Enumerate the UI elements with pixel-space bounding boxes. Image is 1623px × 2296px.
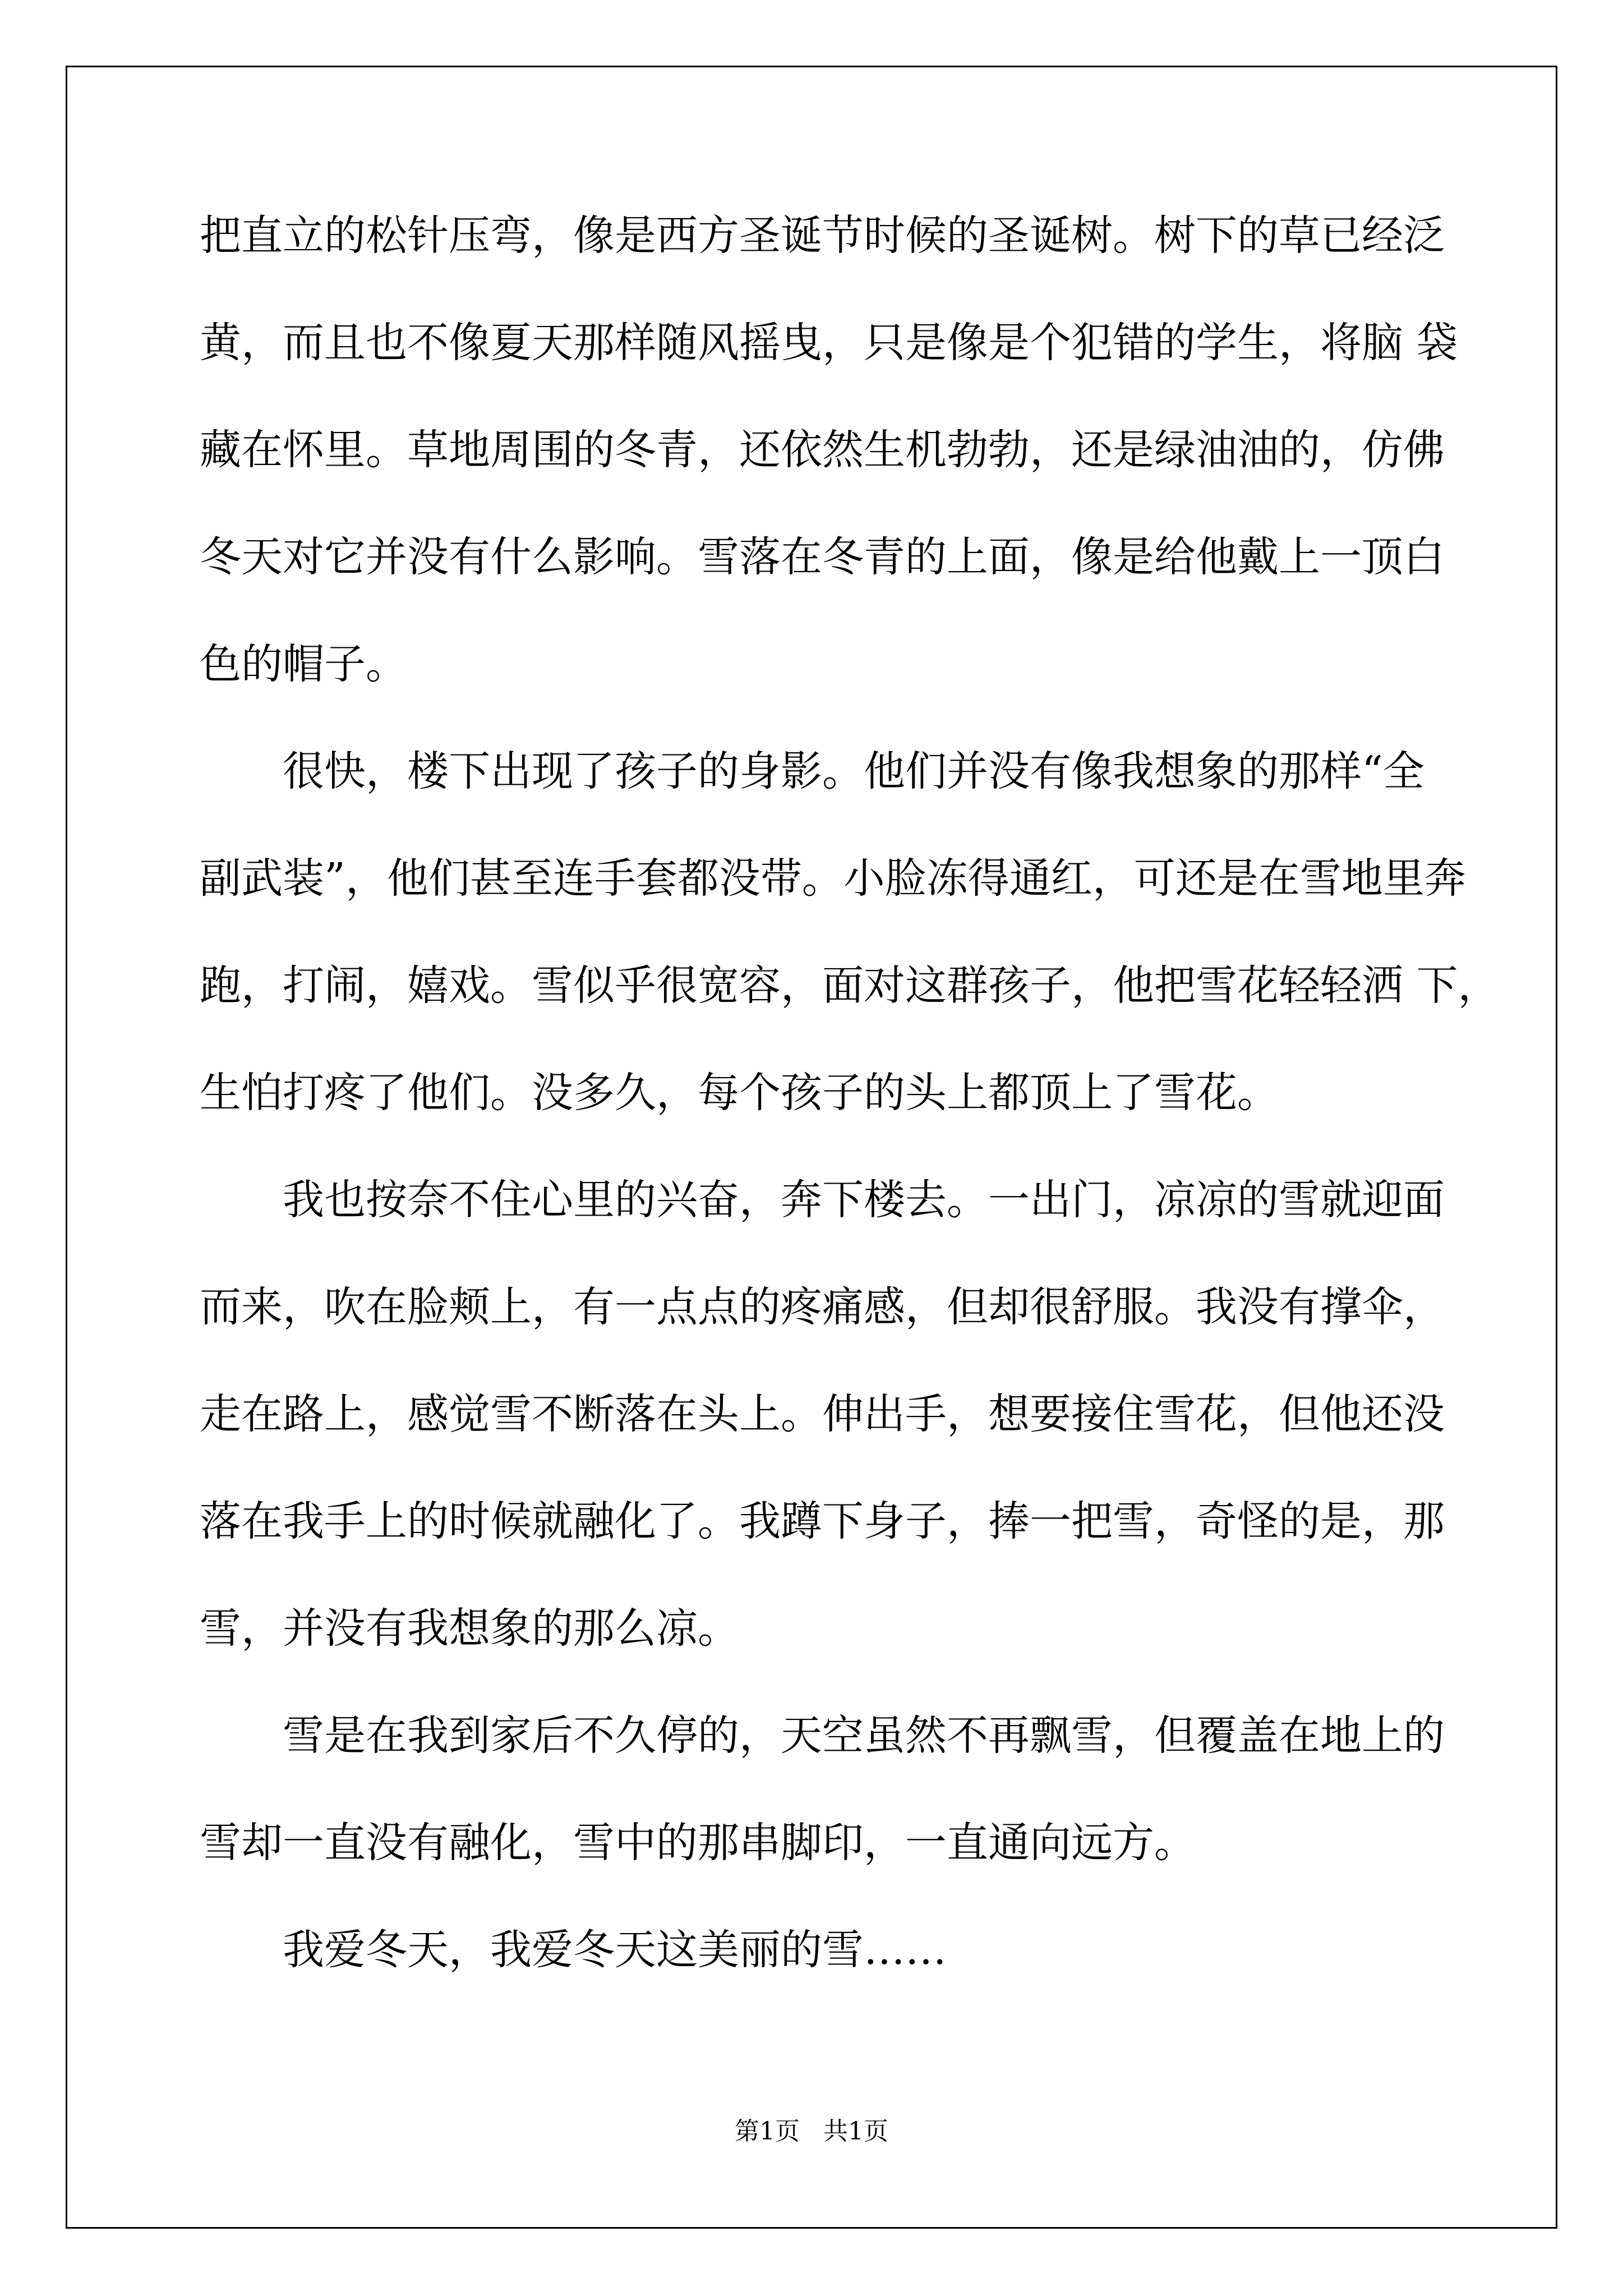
page-footer	[0, 2115, 1623, 2148]
page-number: 第1页	[735, 2117, 800, 2146]
text-line: 色的帽子。	[200, 640, 407, 688]
text-line: 雪，并没有我想象的那么凉。	[200, 1604, 739, 1653]
text-line: 我爱冬天，我爱冬天这美丽的雪……	[200, 1926, 947, 1974]
text-line: 我也按奈不住心里的兴奋，奔下楼去。一出门，凉凉的雪就迎面	[200, 1176, 1445, 1224]
text-line: 副武装”，他们甚至连手套都没带。小脸冻得通红，可还是在雪地里奔	[200, 854, 1466, 903]
text-line: 走在路上，感觉雪不断落在头上。伸出手，想要接住雪花，但他还没	[200, 1390, 1445, 1438]
text-line: 很快，楼下出现了孩子的身影。他们并没有像我想象的那样“全	[200, 747, 1424, 795]
text-line: 冬天对它并没有什么影响。雪落在冬青的上面，像是给他戴上一顶白	[200, 533, 1445, 581]
text-line: 而来，吹在脸颊上，有一点点的疼痛感，但却很舒服。我没有撑伞，	[200, 1283, 1445, 1331]
text-line: 藏在怀里。草地周围的冬青，还依然生机勃勃，还是绿油油的，仿佛	[200, 426, 1445, 474]
text-line: 生怕打疼了他们。没多久，每个孩子的头上都顶上了雪花。	[200, 1069, 1279, 1117]
text-line: 黄，而且也不像夏天那样随风摇曳，只是像是个犯错的学生，将脑 袋	[200, 319, 1458, 367]
text-line: 落在我手上的时候就融化了。我蹲下身子，捧一把雪，奇怪的是，那	[200, 1497, 1445, 1545]
text-line: 把直立的松针压弯，像是西方圣诞节时候的圣诞树。树下的草已经泛	[200, 211, 1445, 260]
text-line: 雪却一直没有融化，雪中的那串脚印，一直通向远方。	[200, 1819, 1196, 1867]
page-total: 共1页	[823, 2117, 888, 2146]
page-border	[66, 66, 1557, 2229]
text-line: 跑，打闹，嬉戏。雪似乎很宽容，面对这群孩子，他把雪花轻轻洒 下，	[200, 961, 1500, 1010]
text-line: 雪是在我到家后不久停的，天空虽然不再飘雪，但覆盖在地上的	[200, 1711, 1445, 1760]
